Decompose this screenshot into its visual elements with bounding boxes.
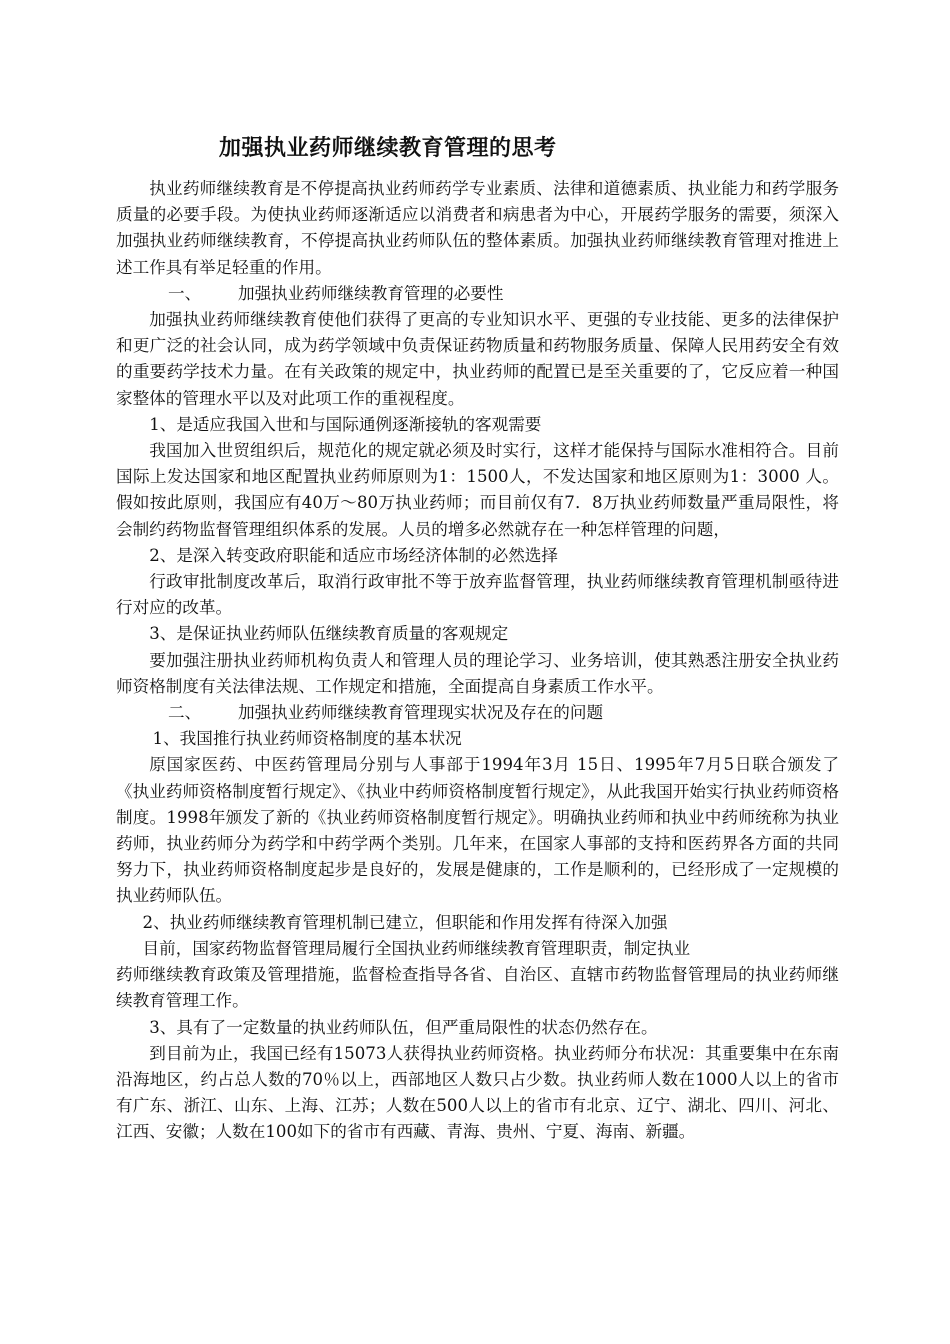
section-1-paragraph: 加强执业药师继续教育使他们获得了更高的专业知识水平、更强的专业技能、更多的法律保护和更广泛的社会认同，成为药学领域中负责保证药物质量和药物服务质量、保障人民用药安全有效的重要药学技术力量。在有关政策的规定中，执业药师的配置已是至关重要的了，它反应着一种国家整体的管理水平以及对此项工作的重视程度。 xyxy=(116,310,839,408)
paragraph-2-2-continued: 药师继续教育政策及管理措施，监督检查指导各省、自治区、直辖市药物监督管理局的执业药师继续教育管理工作。 xyxy=(116,965,839,1011)
subheading-2-3: 3、具有了一定数量的执业药师队伍，但严重局限性的状态仍然存在。 xyxy=(149,1017,658,1037)
document-page xyxy=(116,132,839,1146)
paragraph-2-3: 到目前为止，我国已经有15073人获得执业药师资格。执业药师分布状况：其重要集中在东南沿海地区，约占总人数的70％以上，西部地区人数只占少数。执业药师人数在1000人以上的省市有广东、浙江、山东、上海、江苏；人数在500人以上的省市有北京、辽宁、湖北、四川、河北、江西、安徽；人数在100如下的省市有西藏、青海、贵州、宁夏、海南、新疆。 xyxy=(116,1043,839,1142)
subheading-1-3: 3、是保证执业药师队伍继续教育质量的客观规定 xyxy=(149,624,509,644)
intro-paragraph: 执业药师继续教育是不停提高执业药师药学专业素质、法律和道德素质、执业能力和药学服务质量的必要手段。为使执业药师逐渐适应以消费者和病患者为中心，开展药学服务的需要，须深入加强执业药师继续教育，不停提高执业药师队伍的整体素质。加强执业药师继续教育管理对推进上述工作具有举足轻重的作用。 xyxy=(116,179,839,277)
paragraph-2-1: 原国家医药、中医药管理局分别与人事部于1994年3月 15日、1995年7月5日联合颁发了《执业药师资格制度暂行规定》、《执业中药师资格制度暂行规定》，从此我国开始实行执业药师资格制度。1998年颁发了新的《执业药师资格制度暂行规定》。明确执业药师和执业中药师统称为执业药师，执业药师分为药学和中药学两个类别。几年来，在国家人事部的支持和医药界各方面的共同努力下，执业药师资格制度起步是良好的，发展是健康的，工作是顺利的，已经形成了一定规模的执业药师队伍。 xyxy=(116,755,839,906)
subheading-2-1: 1、我国推行执业药师资格制度的基本状况 xyxy=(152,729,462,749)
paragraph-1-1: 我国加入世贸组织后，规范化的规定就必须及时实行，这样才能保持与国际水准相符合。目前国际上发达国家和地区配置执业药师原则为1：1500人，不发达国家和地区原则为1：3000 人。假如按此原则，我国应有40万～80万执业药师；而目前仅有7．8万执业药师数量严重局限性，将会制约药物监督管理组织体系的发展。人员的增多必然就存在一种怎样管理的问题， xyxy=(116,441,839,539)
subheading-2-2: 2、执业药师继续教育管理机制已建立，但职能和作用发挥有待深入加强 xyxy=(142,912,668,932)
section-2-heading xyxy=(116,700,839,726)
document-title: 加强执业药师继续教育管理的思考 xyxy=(219,136,557,161)
section-1-heading xyxy=(116,281,839,307)
section-1-number: 一、 xyxy=(168,283,202,303)
section-1-title: 加强执业药师继续教育管理的必要性 xyxy=(238,283,504,303)
paragraph-2-2-first-line: 目前，国家药物监督管理局履行全国执业药师继续教育管理职责，制定执业 xyxy=(142,938,691,958)
section-2-title: 加强执业药师继续教育管理现实状况及存在的问题 xyxy=(238,703,604,723)
subheading-1-2: 2、是深入转变政府职能和适应市场经济体制的必然选择 xyxy=(149,545,558,565)
paragraph-1-3: 要加强注册执业药师机构负责人和管理人员的理论学习、业务培训，使其熟悉注册安全执业药师资格制度有关法律法规、工作规定和措施，全面提高自身素质工作水平。 xyxy=(116,650,839,696)
section-2-number: 二、 xyxy=(168,703,202,723)
subheading-1-1: 1、是适应我国入世和与国际通例逐渐接轨的客观需要 xyxy=(149,414,542,434)
paragraph-1-2: 行政审批制度改革后，取消行政审批不等于放弃监督管理，执业药师继续教育管理机制亟待进行对应的改革。 xyxy=(116,572,839,618)
